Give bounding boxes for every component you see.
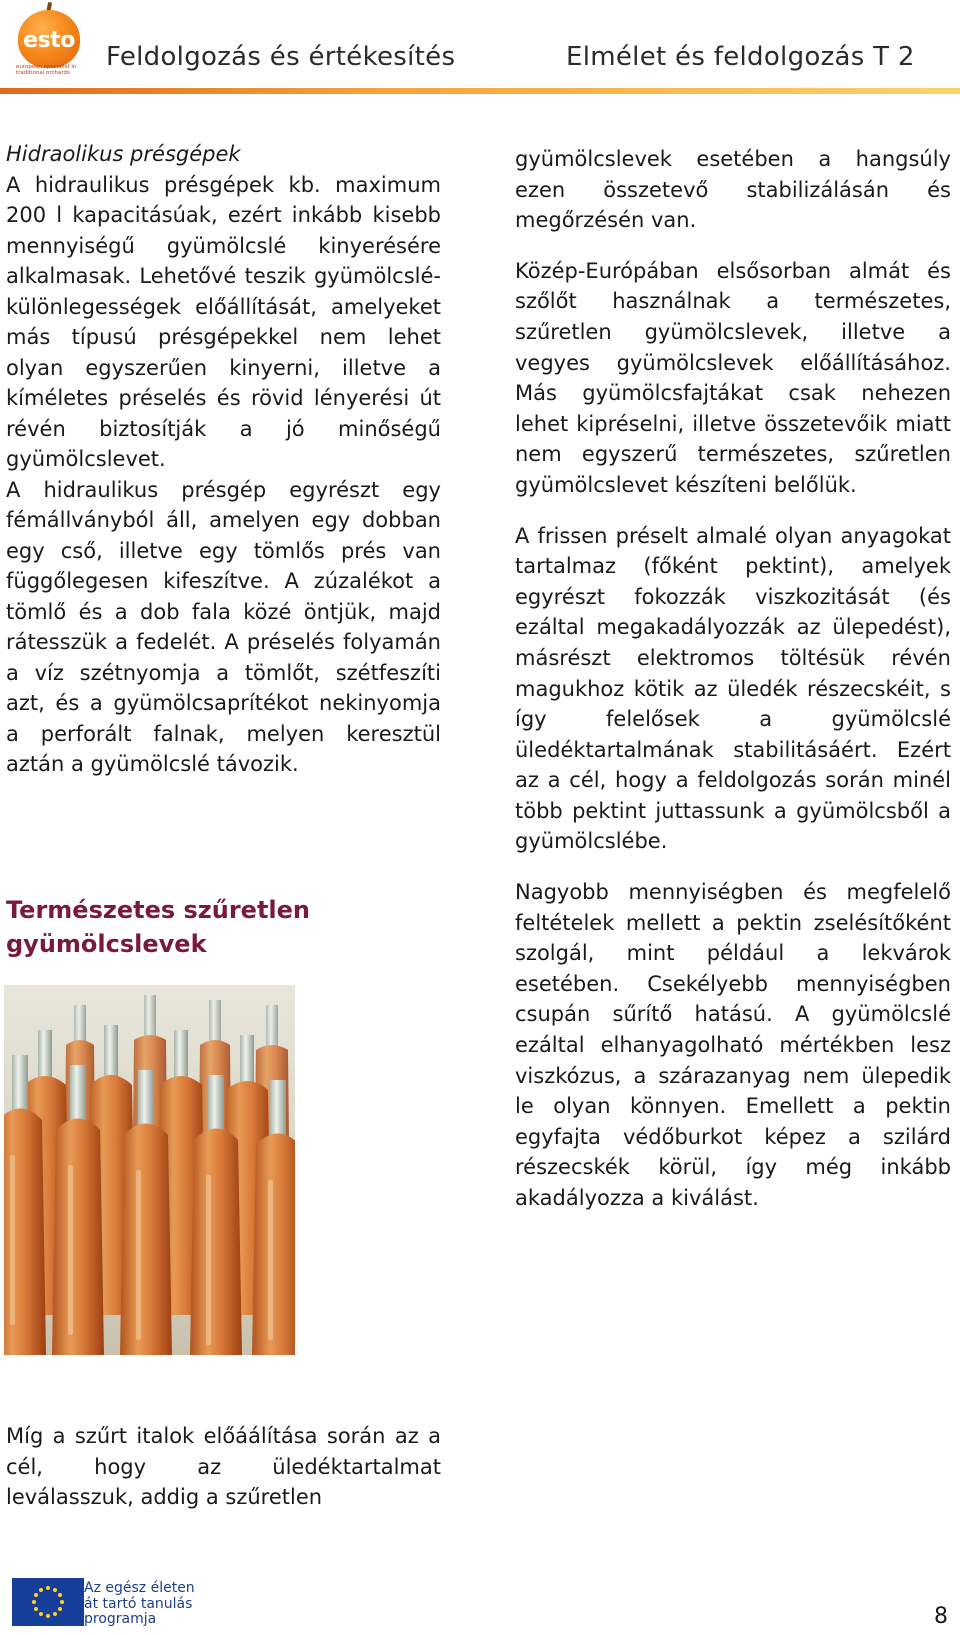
lifelong-learning-programme	[84, 1578, 294, 1626]
paragraph: A hidraulikus présgép egyrészt egy fémállványból áll, amelyen egy dobban egy cső, illetve egy tömlős prés van függőlegesen kifeszítve. A zúzalékot a tömlő és a dob fala közé öntjük, majd rátesszük a fedelét. A préselés folyamán a víz szétnyomja a tömlőt, szétfeszíti azt, és a gyümölcsaprítékot nekinyomja a perforált falnak, melyen keresztül aztán a gyümölcslé távozik.	[6, 477, 441, 776]
bottom-left-text	[6, 1421, 441, 1513]
header-title-right: Elmélet és feldolgozás T 2	[566, 42, 915, 72]
esto-logo	[14, 2, 84, 78]
footer-program-line: programja	[84, 1611, 157, 1627]
paragraph: A frissen préselt almalé olyan anyagokat tartalmaz (főként pektint), amelyek egyrészt fokozzák viszkozitását (és ezáltal megakadályozzák az ülepedést), másrészt elektromos töltésük révén magukhoz kötik az üledék részecskéit, s így felelősek a gyümölcslé üledéktartalmának stabilitásáért. Ezért az a cél, hogy a feldolgozás során minél több pektint juttassunk a gyümölcsből a gyümölcslébe.	[515, 523, 951, 854]
logo-subtitle: european specialist in traditional orchards	[16, 64, 77, 76]
paragraph: gyümölcslevek esetében a hangsúly ezen összetevő stabilizálásán és megőrzésén van.	[515, 147, 951, 233]
juice-bottles-photo	[4, 985, 295, 1355]
page-number: 8	[934, 1604, 948, 1629]
eu-flag-icon	[12, 1578, 84, 1626]
subheading: Hidraolikus présgépek	[6, 142, 241, 166]
paragraph: A hidraulikus présgépek kb. maximum 200 l kapacitásúak, ezért inkább kisebb mennyiségű gyümölcslé kinyerésére alkalmasak. Lehetővé teszik gyümölcslé-különlegességek előállítását, amelyeket más típusú présgépekkel nem lehet olyan egyszerűen kinyerni, illetve a kíméletes préselés és rövid lényerési út révén biztosítják a jó minőségű gyümölcslevet.	[6, 172, 441, 471]
header-title-left: Feldolgozás és értékesítés	[106, 42, 456, 72]
logo-text: esto	[23, 28, 75, 53]
page-header	[0, 0, 960, 98]
footer-program-line: Az egész életen	[84, 1580, 195, 1596]
header-divider	[0, 88, 960, 94]
paragraph: Míg a szűrt italok előáálítása során az a cél, hogy az üledéktartalmat leválasszuk, addig a szűretlen	[6, 1424, 441, 1509]
paragraph: Nagyobb mennyiségben és megfelelő feltételek mellett a pektin zselésítőként szolgál, mint például a lekvárok esetében. Csekélyebb mennyiségben csupán sűrítő hatású. A gyümölcslé ezáltal elhanyagolható mértékben lesz viszkózus, a szárazanyag nem ülepedik le olyan könnyen. Emellett a pektin egyfajta védőburkot képez a szilárd részecskék körül, így még inkább akadályozza a kiválást.	[515, 880, 951, 1210]
footer-program-line: át tartó tanulás	[84, 1595, 193, 1612]
section-heading: Természetes szűretlen gyümölcslevek	[6, 896, 311, 958]
right-column	[515, 144, 951, 1234]
paragraph: Közép-Európában elsősorban almát és szőlőt használnak a természetes, szűretlen gyümölcslevek, illetve a vegyes gyümölcslevek előállításához. Más gyümölcsfajtákat csak nehezen lehet kipréselni, illetve összetevőik miatt nem egyszerű természetes, szűretlen gyümölcslevet készíteni belőlük.	[515, 258, 951, 497]
left-column	[6, 139, 441, 780]
